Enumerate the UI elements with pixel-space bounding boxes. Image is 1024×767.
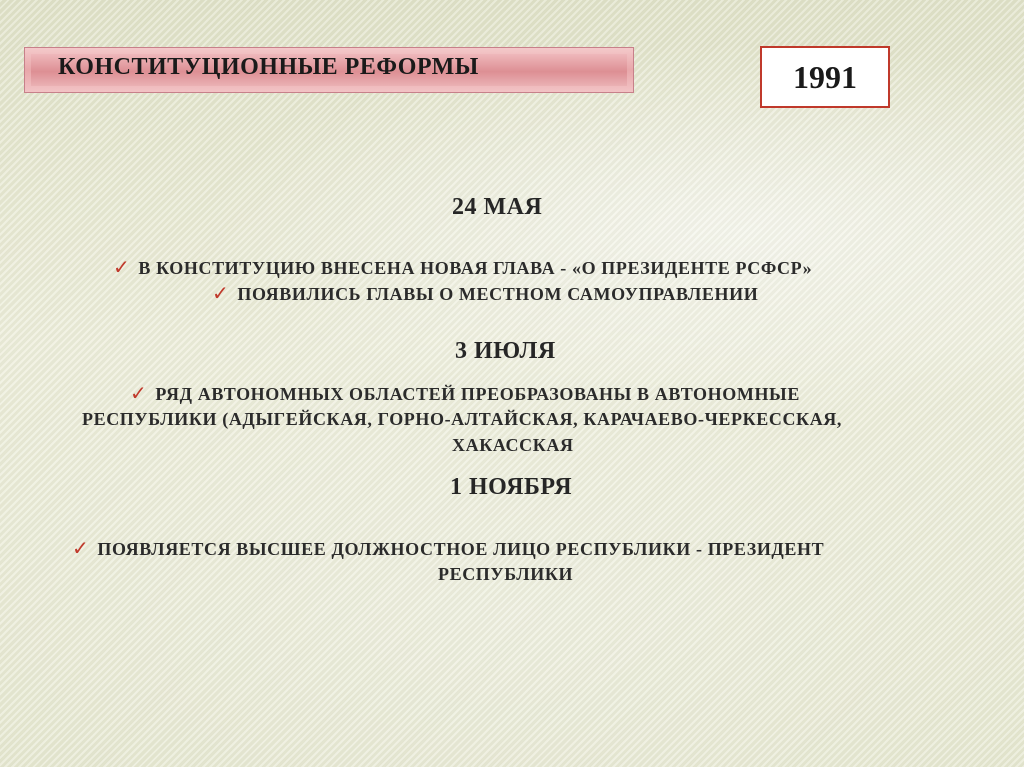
date-may-24: 24 МАЯ — [452, 194, 543, 220]
list-item-continuation: РЕСПУБЛИКИ — [438, 564, 574, 584]
list-item-text-line-1: РЯД АВТОНОМНЫХ ОБЛАСТЕЙ ПРЕОБРАЗОВАНЫ В АВТОНОМНЫЕ — [155, 384, 800, 404]
list-item — [130, 381, 800, 406]
checkmark-icon: ✓ — [130, 381, 148, 405]
date-july-3: 3 ИЮЛЯ — [455, 338, 556, 364]
list-item — [72, 536, 824, 561]
list-item-text: ПОЯВИЛИСЬ ГЛАВЫ О МЕСТНОМ САМОУПРАВЛЕНИИ — [237, 284, 759, 304]
checkmark-icon: ✓ — [113, 255, 131, 279]
list-item — [113, 255, 812, 280]
list-item-continuation: РЕСПУБЛИКИ (АДЫГЕЙСКАЯ, ГОРНО-АЛТАЙСКАЯ, КАРАЧАЕВО-ЧЕРКЕССКАЯ, — [82, 409, 842, 429]
list-item — [212, 281, 758, 306]
checkmark-icon: ✓ — [212, 281, 230, 305]
date-november-1: 1 НОЯБРЯ — [450, 474, 573, 500]
year-badge: 1991 — [760, 46, 890, 108]
list-item-text-line-1: ПОЯВЛЯЕТСЯ ВЫСШЕЕ ДОЛЖНОСТНОЕ ЛИЦО РЕСПУБЛИКИ - ПРЕЗИДЕНТ — [97, 539, 825, 559]
list-item-text: В КОНСТИТУЦИЮ ВНЕСЕНА НОВАЯ ГЛАВА - «О ПРЕЗИДЕНТЕ РСФСР» — [138, 258, 813, 278]
checkmark-icon: ✓ — [72, 536, 90, 560]
list-item-continuation: ХАКАССКАЯ — [452, 435, 574, 455]
slide-title: КОНСТИТУЦИОННЫЕ РЕФОРМЫ — [58, 54, 479, 80]
